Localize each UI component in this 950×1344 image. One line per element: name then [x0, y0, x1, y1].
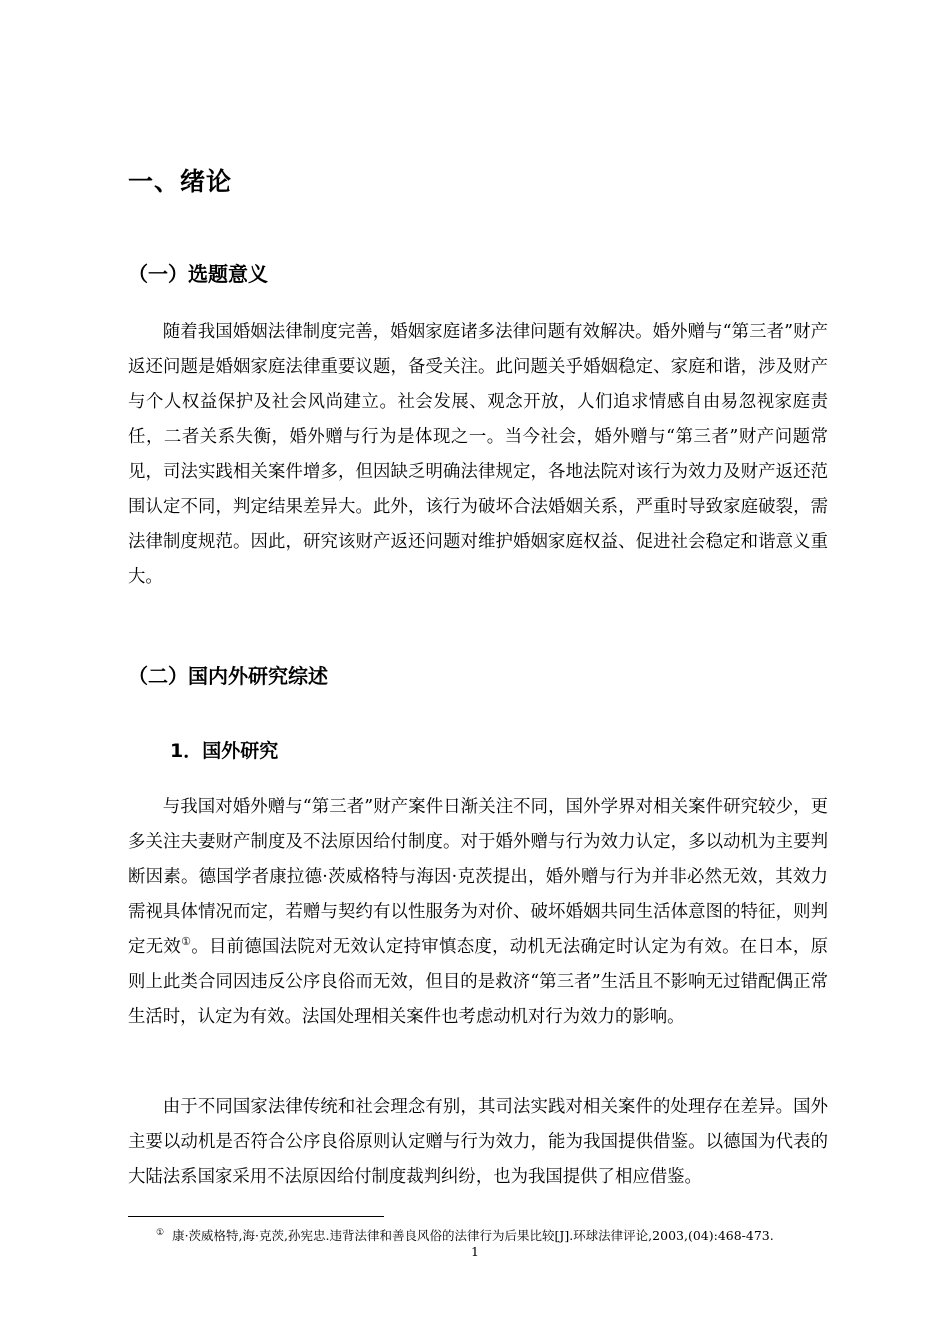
paragraph-text: 与我国对婚外赠与“第三者”财产案件日渐关注不同，国外学界对相关案件研究较少，更多关注夫妻财产制度及不法原因给付制度。对于婚外赠与行为效力认定，多以动机为主要判断因素。德国学者康拉德·茨威格特与海因·克茨提出，婚外赠与行为并非必然无效，其效力需视具体情况而定，若赠与契约有以性服务为对价、破坏婚姻共同生活体意图的特征，则判定无效 [128, 797, 828, 957]
footnote-separator [128, 1216, 384, 1217]
footnote [156, 1226, 774, 1244]
footnote-reference[interactable]: ① [181, 935, 192, 949]
section-heading-significance: （一）选题意义 [128, 262, 268, 286]
footnote-text: 康·茨威格特,海·克茨,孙宪忠.违背法律和善良风俗的法律行为后果比较[J].环球法律评论,2003,(04):468-473. [172, 1228, 774, 1243]
paragraph-significance: 随着我国婚姻法律制度完善，婚姻家庭诸多法律问题有效解决。婚外赠与“第三者”财产返还问题是婚姻家庭法律重要议题，备受关注。此问题关乎婚姻稳定、家庭和谐，涉及财产与个人权益保护及社会风尚建立。社会发展、观念开放，人们追求情感自由易忽视家庭责任，二者关系失衡，婚外赠与行为是体现之一。当今社会，婚外赠与“第三者”财产问题常见，司法实践相关案件增多，但因缺乏明确法律规定，各地法院对该行为效力及财产返还范围认定不同，判定结果差异大。此外，该行为破坏合法婚姻关系，严重时导致家庭破裂，需法律制度规范。因此，研究该财产返还问题对维护婚姻家庭权益、促进社会稳定和谐意义重大。 [128, 322, 828, 587]
paragraph-foreign-research-2: 由于不同国家法律传统和社会理念有别，其司法实践对相关案件的处理存在差异。国外主要以动机是否符合公序良俗原则认定赠与行为效力，能为我国提供借鉴。以德国为代表的大陆法系国家采用不法原因给付制度裁判纠纷，也为我国提供了相应借鉴。 [128, 1097, 828, 1187]
paragraph-foreign-research-1 [128, 790, 828, 1035]
footnote-mark: ① [156, 1227, 165, 1238]
paragraph-text: 。目前德国法院对无效认定持审慎态度，动机无法确定时认定为有效。在日本，原则上此类合同因违反公序良俗而无效，但目的是救济“第三者”生活且不影响无过错配偶正常生活时，认定为有效。法国处理相关案件也考虑动机对行为效力的影响。 [128, 937, 828, 1027]
chapter-heading: 一、绪论 [128, 167, 233, 196]
subsection-heading-foreign-research: 1．国外研究 [170, 740, 279, 762]
section-heading-literature-review: （二）国内外研究综述 [128, 664, 328, 688]
page-number: 1 [471, 1244, 479, 1259]
